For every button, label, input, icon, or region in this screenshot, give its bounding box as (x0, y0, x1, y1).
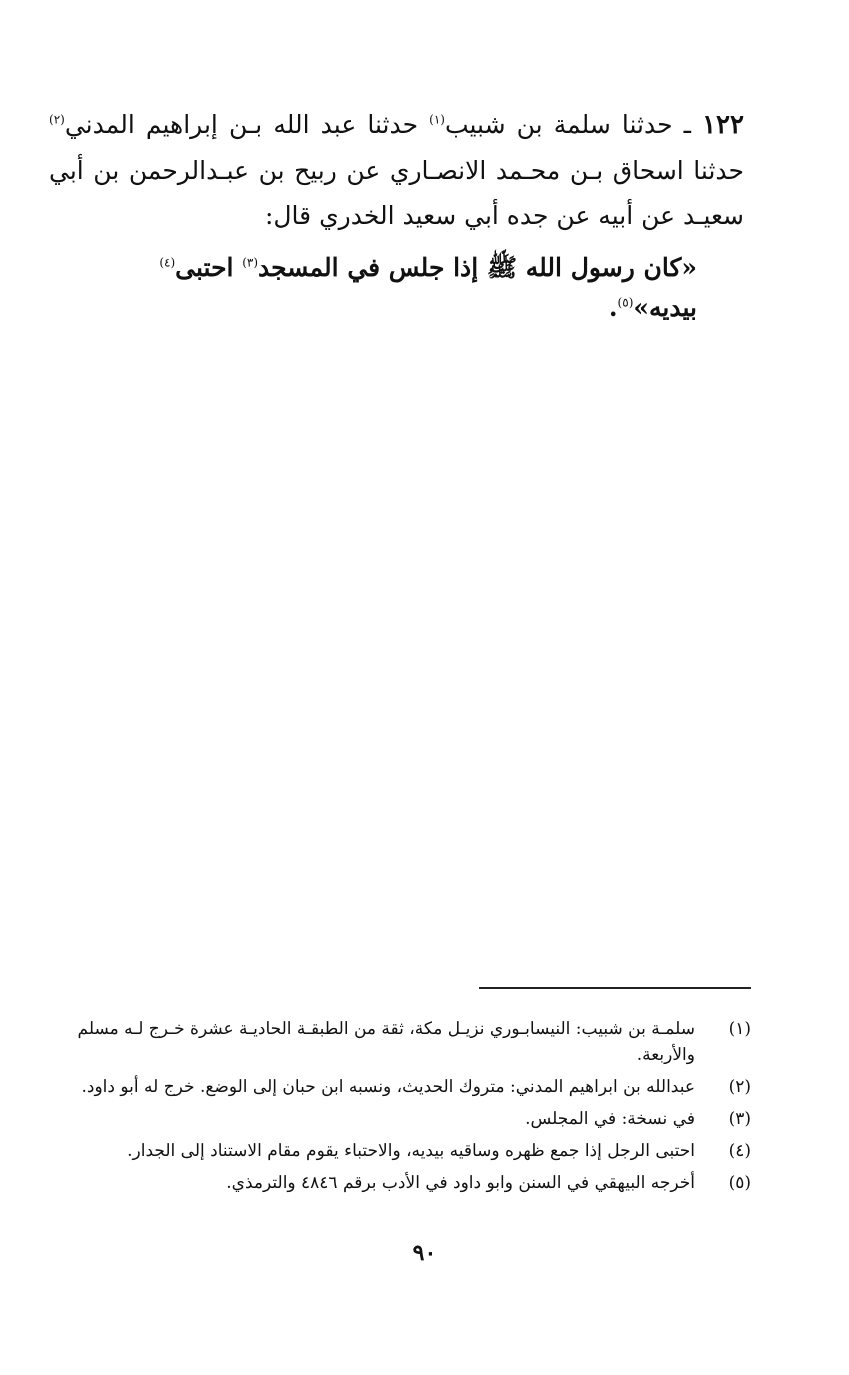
matn-text-2: احتبى (175, 253, 243, 282)
footnote-text: عبدالله بن ابراهيم المدني: متروك الحديث، ونسبه ابن حبان إلى الوضع. خرج له أبو داود. (81, 1077, 695, 1097)
footnote-number: (١) (728, 1019, 751, 1039)
page-number: ٩٠ (412, 1240, 437, 1266)
footnote-ref-3[interactable]: (٣) (242, 255, 259, 270)
isnad-text-1: حدثنا سلمة بن شبيب (444, 110, 673, 139)
matn-text-1: «كان رسول الله ﷺ إذا جلس في المسجد (258, 253, 697, 282)
hadith-number: ١٢٢ (702, 110, 744, 140)
matn-text-3: بيديه» (633, 293, 697, 322)
isnad-text-2: حدثنا عبد الله بـن إبراهيم المدني (64, 110, 430, 139)
isnad-text-3: حدثنا اسحاق بـن محـمد الانصـاري عن ربيح بن عبـدالرحمن بن أبي سعيـد عن أبيه عن جده أبي سعيد الخدري قال: (49, 156, 744, 230)
footnote-item (51, 1106, 751, 1132)
footnotes-list (51, 1016, 751, 1202)
footnote-number: (٣) (728, 1109, 751, 1129)
footnote-number: (٥) (728, 1173, 751, 1193)
footnote-item (51, 1016, 751, 1068)
hadith-matn (97, 248, 697, 328)
hadith-number-dash: ـ (672, 110, 703, 139)
footnote-text: احتبى الرجل إذا جمع ظهره وساقيه بيديه، والاحتباء يقوم مقام الاستناد إلى الجدار. (127, 1141, 695, 1161)
footnote-text: سلمـة بن شبيب: النيسابـوري نزيـل مكة، ثقة من الطبقـة الحاديـة عشرة خـرج لـه مسلم والأربعة. (77, 1019, 695, 1065)
footnote-item (51, 1074, 751, 1100)
footnote-number: (٢) (728, 1077, 751, 1097)
hadith-isnad (49, 102, 744, 238)
footnote-separator (479, 987, 751, 989)
matn-end: . (608, 293, 618, 322)
footnote-text: في نسخة: في المجلس. (525, 1109, 695, 1129)
footnote-item (51, 1138, 751, 1164)
footnote-ref-4[interactable]: (٤) (159, 255, 176, 270)
footnote-item (51, 1170, 751, 1196)
footnote-ref-5[interactable]: (٥) (617, 295, 634, 310)
footnote-number: (٤) (728, 1141, 751, 1161)
footnote-ref-2[interactable]: (٢) (49, 112, 65, 127)
footnote-text: أخرجه البيهقي في السنن وابو داود في الأدب برقم ٤٨٤٦ والترمذي. (226, 1173, 695, 1193)
footnote-ref-1[interactable]: (١) (429, 112, 445, 127)
